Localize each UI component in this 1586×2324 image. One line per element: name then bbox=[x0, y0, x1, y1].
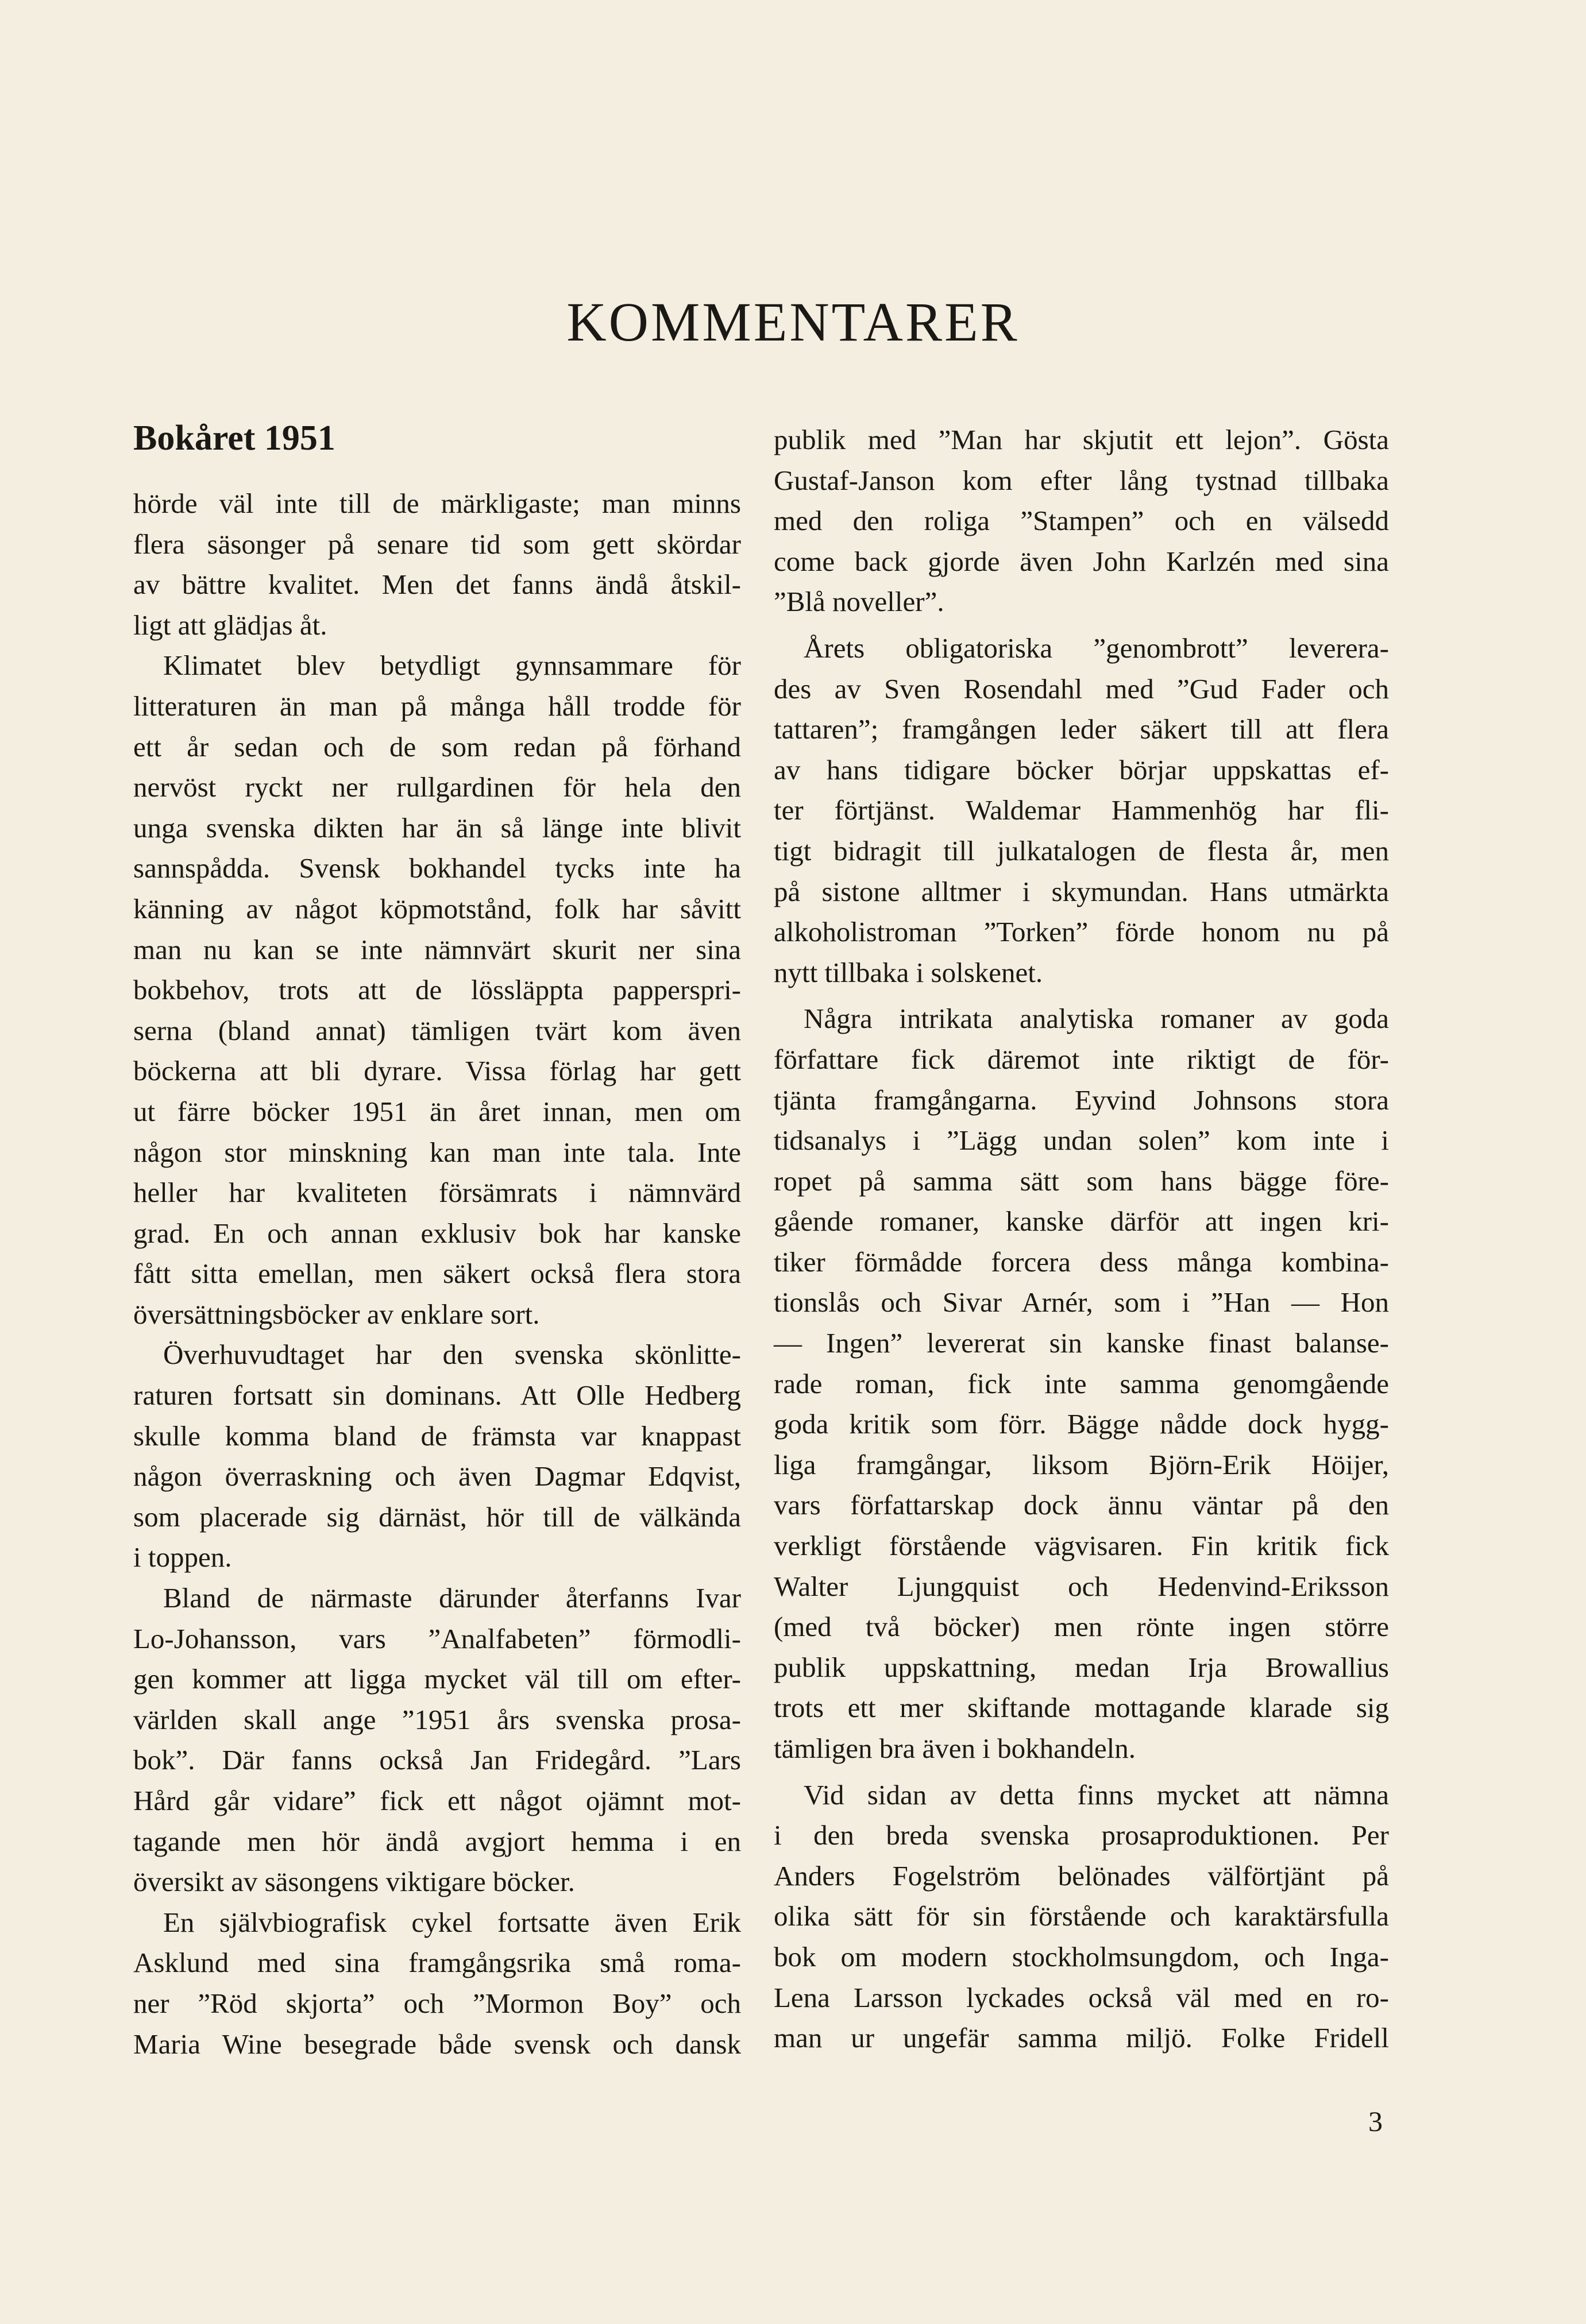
text-line: (med två böcker) men rönte ingen större bbox=[774, 1611, 1389, 1643]
text-line: skulle komma bland de främsta var knappast bbox=[133, 1420, 741, 1452]
text-line: tionslås och Sivar Arnér, som i ”Han — Hon bbox=[774, 1286, 1389, 1318]
text-line: ropet på samma sätt som hans bägge före- bbox=[774, 1165, 1389, 1197]
text-line: des av Sven Rosendahl med ”Gud Fader och bbox=[774, 672, 1389, 705]
text-line: tämligen bra även i bokhandeln. bbox=[774, 1733, 1136, 1764]
text-line: litteraturen än man på många håll trodde för bbox=[133, 690, 741, 722]
text-line: En självbiografisk cykel fortsatte även Erik bbox=[163, 1906, 741, 1938]
text-line: någon överraskning och även Dagmar Edqvist, bbox=[133, 1460, 741, 1492]
text-line: världen skall ange ”1951 års svenska prosa- bbox=[133, 1703, 741, 1735]
paragraph bbox=[774, 1775, 1389, 2059]
text-line: Asklund med sina framgångsrika små roma- bbox=[133, 1947, 741, 1979]
text-line: vars författarskap dock ännu väntar på den bbox=[774, 1489, 1389, 1521]
text-line: översättningsböcker av enklare sort. bbox=[133, 1298, 540, 1330]
text-line: man ur ungefär samma miljö. Folke Fridell bbox=[774, 2022, 1389, 2054]
text-line: Lo-Johansson, vars ”Analfabeten” förmodli- bbox=[133, 1622, 741, 1654]
text-line: Årets obligatoriska ”genombrott” leverera- bbox=[804, 632, 1389, 664]
paragraph bbox=[133, 1902, 741, 2064]
text-line: serna (bland annat) tämligen tvärt kom även bbox=[133, 1014, 741, 1046]
text-line: alkoholistroman ”Torken” förde honom nu på bbox=[774, 916, 1389, 948]
text-line: hörde väl inte till de märkligaste; man minns bbox=[133, 488, 741, 519]
text-line: författare fick däremot inte riktigt de för- bbox=[774, 1043, 1389, 1075]
text-line: böckerna att bli dyrare. Vissa förlag har gett bbox=[133, 1055, 741, 1087]
text-line: ter förtjänst. Waldemar Hammenhög har fli- bbox=[774, 794, 1389, 826]
text-line: Klimatet blev betydligt gynnsammare för bbox=[163, 649, 741, 682]
text-line: tiker förmådde forcera dess många kombina- bbox=[774, 1246, 1389, 1278]
page-number: 3 bbox=[1368, 2105, 1383, 2137]
paragraph bbox=[133, 484, 741, 645]
text-line: olika sätt för sin förstående och karaktärsfulla bbox=[774, 1900, 1389, 1932]
text-line: översikt av säsongens viktigare böcker. bbox=[133, 1866, 575, 1898]
text-line: ut färre böcker 1951 än året innan, men om bbox=[133, 1095, 741, 1127]
text-line: liga framgångar, liksom Björn-Erik Höijer, bbox=[774, 1448, 1389, 1480]
text-line: Lena Larsson lyckades också väl med en ro- bbox=[774, 1981, 1389, 2013]
text-line: gående romaner, kanske därför att ingen kri- bbox=[774, 1205, 1389, 1238]
text-line: på sistone alltmer i skymundan. Hans utmärkta bbox=[774, 875, 1389, 907]
text-line: publik med ”Man har skjutit ett lejon”. Gösta bbox=[774, 424, 1389, 455]
text-line: rade roman, fick inte samma genomgående bbox=[774, 1367, 1389, 1399]
text-line: unga svenska dikten har än så länge inte blivit bbox=[133, 811, 741, 844]
text-line: Maria Wine besegrade både svensk och dansk bbox=[133, 2028, 741, 2060]
text-line: bok”. Där fanns också Jan Fridegård. ”Lars bbox=[133, 1744, 741, 1776]
text-line: goda kritik som förr. Bägge nådde dock hygg- bbox=[774, 1408, 1389, 1440]
text-line: Hård går vidare” fick ett något ojämnt mot- bbox=[133, 1785, 741, 1816]
text-line: Några intrikata analytiska romaner av goda bbox=[804, 1003, 1389, 1035]
text-line: av bättre kvalitet. Men det fanns ändå åtskil- bbox=[133, 569, 741, 601]
text-line: ner ”Röd skjorta” och ”Mormon Boy” och bbox=[133, 1987, 741, 2019]
paragraph bbox=[774, 999, 1389, 1769]
left-column bbox=[133, 484, 741, 2064]
text-line: sannspådda. Svensk bokhandel tycks inte ha bbox=[133, 852, 741, 884]
text-line: gen kommer att ligga mycket väl till om efter- bbox=[133, 1663, 741, 1695]
text-line: ”Blå noveller”. bbox=[774, 586, 944, 618]
text-line: i toppen. bbox=[133, 1541, 232, 1573]
text-line: heller har kvaliteten försämrats i nämnvärd bbox=[133, 1177, 741, 1209]
text-line: bok om modern stockholmsungdom, och Inga- bbox=[774, 1940, 1389, 1973]
text-line: med den roliga ”Stampen” och en välsedd bbox=[774, 505, 1389, 537]
text-line: någon stor minskning kan man inte tala. Inte bbox=[133, 1136, 741, 1168]
text-line: grad. En och annan exklusiv bok har kanske bbox=[133, 1217, 741, 1249]
text-line: flera säsonger på senare tid som gett skördar bbox=[133, 528, 741, 560]
text-line: tagande men hör ändå avgjort hemma i en bbox=[133, 1825, 741, 1857]
text-line: Anders Fogelström belönades välförtjänt på bbox=[774, 1859, 1389, 1892]
text-line: ett år sedan och de som redan på förhand bbox=[133, 730, 741, 763]
text-line: — Ingen” levererat sin kanske finast balanse- bbox=[774, 1327, 1389, 1359]
text-line: Vid sidan av detta finns mycket att nämna bbox=[804, 1778, 1389, 1811]
text-line: bokbehov, trots att de lössläppta papperspri- bbox=[133, 974, 741, 1006]
text-line: man nu kan se inte nämnvärt skurit ner sina bbox=[133, 933, 741, 965]
right-column bbox=[774, 420, 1389, 2059]
text-line: verkligt förstående vägvisaren. Fin kritik fick bbox=[774, 1530, 1389, 1562]
text-line: nervöst ryckt ner rullgardinen för hela den bbox=[133, 771, 741, 803]
text-line: i den breda svenska prosaproduktionen. Per bbox=[774, 1819, 1389, 1851]
paragraph bbox=[774, 628, 1389, 993]
text-line: tidsanalys i ”Lägg undan solen” kom inte i bbox=[774, 1124, 1389, 1157]
text-line: fått sitta emellan, men säkert också flera stora bbox=[133, 1258, 741, 1290]
paragraph bbox=[133, 645, 741, 1335]
paragraph bbox=[133, 1335, 741, 1578]
text-line: tattaren”; framgången leder säkert till att flera bbox=[774, 713, 1389, 745]
text-line: känning av något köpmotstånd, folk har såvitt bbox=[133, 892, 741, 925]
text-line: Bland de närmaste därunder återfanns Ivar bbox=[163, 1582, 741, 1614]
text-line: raturen fortsatt sin dominans. Att Olle Hedberg bbox=[133, 1379, 741, 1412]
text-line: Överhuvudtaget har den svenska skönlitte- bbox=[163, 1339, 741, 1371]
text-line: Gustaf-Janson kom efter lång tystnad tillbaka bbox=[774, 464, 1389, 496]
paragraph bbox=[133, 1578, 741, 1902]
text-line: come back gjorde även John Karlzén med sina bbox=[774, 545, 1389, 577]
text-line: publik uppskattning, medan Irja Browallius bbox=[774, 1651, 1389, 1683]
paragraph bbox=[774, 420, 1389, 622]
page-title: KOMMENTARER bbox=[566, 291, 1020, 353]
text-line: som placerade sig därnäst, hör till de välkända bbox=[133, 1501, 741, 1533]
text-line: tjänta framgångarna. Eyvind Johnsons stora bbox=[774, 1084, 1389, 1116]
text-line: av hans tidigare böcker börjar uppskattas ef- bbox=[774, 753, 1389, 786]
text-line: tigt bidragit till julkatalogen de flesta år, men bbox=[774, 834, 1389, 867]
section-heading: Bokåret 1951 bbox=[133, 419, 335, 458]
text-line: Walter Ljungquist och Hedenvind-Eriksson bbox=[774, 1570, 1389, 1602]
text-line: trots ett mer skiftande mottagande klarade sig bbox=[774, 1692, 1389, 1724]
text-line: ligt att glädjas åt. bbox=[133, 609, 327, 641]
text-line: nytt tillbaka i solskenet. bbox=[774, 956, 1043, 988]
